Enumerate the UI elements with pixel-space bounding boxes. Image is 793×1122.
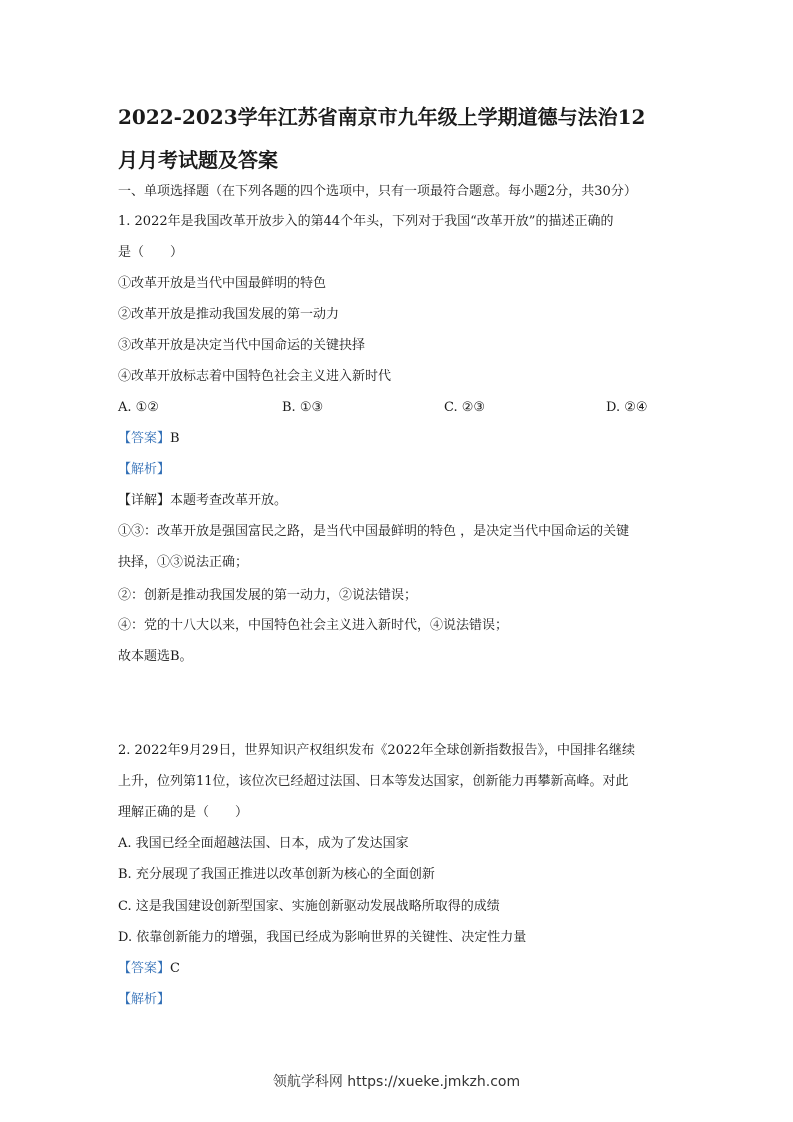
q2-analysis [118, 991, 170, 1009]
q1-answer-value: B [170, 431, 180, 446]
q1-statement-3: ③改革开放是决定当代中国命运的关键抉择 [118, 338, 366, 353]
q2-stem-line-1: 2. 2022年9月29日，世界知识产权组织发布《2022年全球创新指数报告》，中国排名继续 [118, 743, 636, 758]
q1-explain-line-3: ②：创新是推动我国发展的第一动力，②说法错误； [118, 588, 418, 603]
page-title [118, 96, 678, 182]
q2-answer-value: C [170, 961, 180, 976]
q1-statement-2: ②改革开放是推动我国发展的第一动力 [118, 307, 340, 322]
q2-stem-line-2: 上升，位列第11位，该位次已经超过法国、日本等发达国家，创新能力再攀新高峰。对此 [118, 774, 629, 789]
q1-detail-text: 本题考查改革开放。 [170, 493, 288, 508]
q2-option-b: B. 充分展现了我国正推进以改革创新为核心的全面创新 [118, 867, 435, 882]
q2-analysis-tag: 【解析】 [118, 992, 171, 1007]
q2-answer [118, 960, 180, 978]
q1-conclusion: 故本题选B。 [118, 649, 193, 664]
q1-option-b: B. ①③ [282, 400, 324, 415]
q2-option-a: A. 我国已经全面超越法国、日本，成为了发达国家 [118, 836, 409, 851]
q1-explain-line-1: ①③：改革开放是强国富民之路，是当代中国最鲜明的特色 ，是决定当代中国命运的关键 [118, 524, 630, 539]
q2-answer-tag: 【答案】 [118, 961, 171, 976]
q1-analysis-tag: 【解析】 [118, 462, 171, 477]
q1-option-a: A. ①② [118, 400, 159, 415]
q1-answer [118, 430, 180, 448]
footer-watermark: 领航学科网 https://xueke.jmkzh.com [272, 1074, 521, 1090]
q2-option-c: C. 这是我国建设创新型国家、实施创新驱动发展战略所取得的成绩 [118, 899, 500, 914]
q1-option-d: D. ②④ [606, 400, 648, 415]
q1-answer-tag: 【答案】 [118, 431, 171, 446]
q1-option-c: C. ②③ [444, 400, 486, 415]
q2-option-d: D. 依靠创新能力的增强，我国已经成为影响世界的关键性、决定性力量 [118, 930, 527, 945]
section-header: 一、单项选择题（在下列各题的四个选项中，只有一项最符合题意。每小题2分，共30分） [118, 184, 637, 199]
title-line-2: 月月考试题及答案 [118, 148, 278, 172]
q1-detail [118, 492, 287, 510]
q1-statement-4: ④改革开放标志着中国特色社会主义进入新时代 [118, 369, 392, 384]
q1-explain-line-4: ④：党的十八大以来，中国特色社会主义进入新时代，④说法错误； [118, 618, 509, 633]
title-line-1: 2022-2023学年江苏省南京市九年级上学期道德与法治12 [118, 105, 646, 129]
q1-explain-line-2: 抉择，①③说法正确； [118, 555, 249, 570]
q2-stem-line-3: 理解正确的是（ ） [118, 805, 249, 820]
q1-statement-1: ①改革开放是当代中国最鲜明的特色 [118, 276, 327, 291]
q1-detail-tag: 【详解】 [118, 493, 171, 508]
q1-stem-line-2: 是（ ） [118, 245, 184, 260]
q1-stem-line-1: 1. 2022年是我国改革开放步入的第44个年头，下列对于我国“改革开放”的描述正确的 [118, 214, 614, 229]
q1-analysis [118, 461, 170, 479]
